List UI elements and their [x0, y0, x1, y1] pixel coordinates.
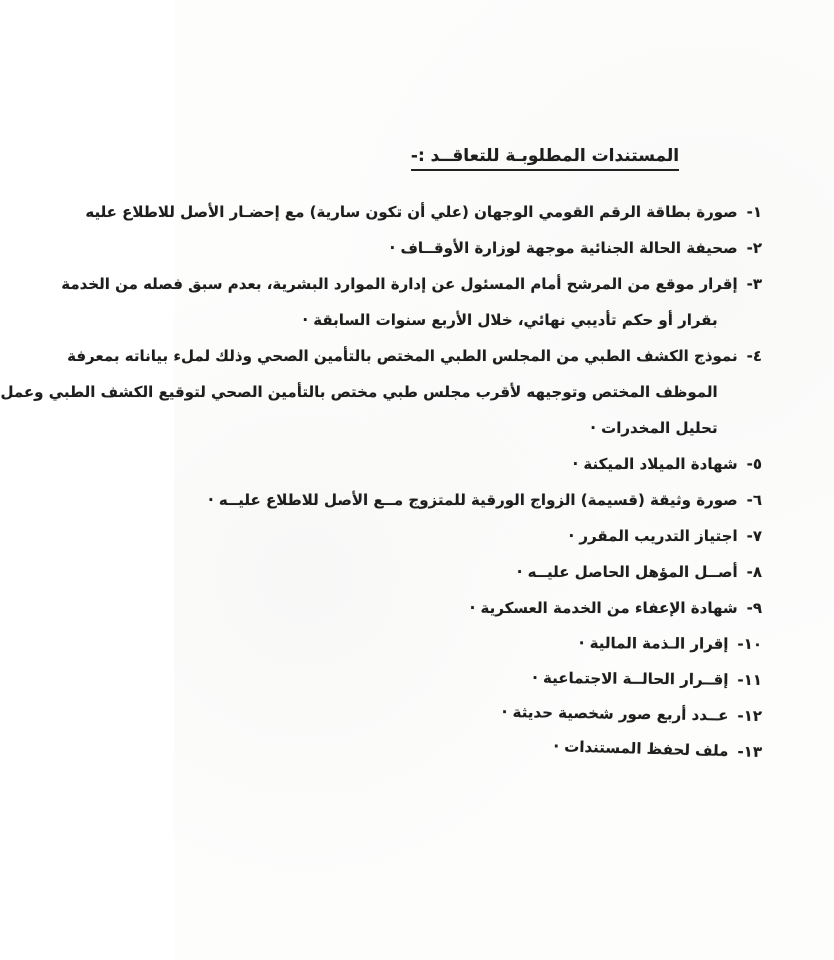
list-item: [204, 230, 762, 266]
list-item: [0, 338, 762, 446]
item-text-line: شهادة الإعفاء من الخدمة العسكرية ·: [469, 599, 738, 617]
list-item: [61, 266, 762, 338]
item-text-line: إقــرار الحالــة الاجتماعية ·: [532, 668, 729, 689]
list-item: [204, 554, 762, 590]
item-number: ١١-: [737, 670, 763, 689]
item-text-line: إقرار الـذمة المالية ·: [578, 634, 729, 653]
item-text: [204, 446, 738, 482]
item-text: [85, 194, 738, 230]
list-item: [204, 446, 762, 482]
item-text: [204, 230, 738, 266]
page-title: المستندات المطلوبـة للتعاقــد :-: [411, 146, 679, 171]
item-text: [204, 590, 738, 626]
item-text-line: صحيفة الحالة الجنائية موجهة لوزارة الأوقــاف ·: [389, 239, 738, 257]
item-number: ٢-: [746, 239, 762, 257]
requirements-list: [0, 194, 763, 770]
item-text-line: إقرار موقع من المرشح أمام المسئول عن إدارة الموارد البشرية، بعدم سبق فصله من الخدمة: [61, 275, 738, 293]
list-item: [204, 482, 762, 518]
item-text-line: اجتياز التدريب المقرر ·: [568, 527, 738, 545]
item-text: [204, 518, 738, 554]
item-text: [204, 554, 738, 590]
item-text: [0, 338, 738, 446]
item-number: ٨-: [746, 563, 762, 581]
item-number: ٦-: [746, 491, 762, 509]
item-text-line: نموذج الكشف الطبي من المجلس الطبي المختص بالتأمين الصحي وذلك لملء بياناته بمعرفة: [67, 347, 738, 365]
item-text-line: عــدد أربع صور شخصية حديثة ·: [501, 702, 729, 725]
item-text: [204, 623, 729, 662]
item-text-line: صورة بطاقة الرقم القومي الوجهان (علي أن تكون سارية) مع إحضـار الأصل للاطلاع عليه: [85, 203, 738, 221]
item-text: [61, 266, 738, 338]
item-number: ٤-: [746, 347, 762, 365]
item-text: [204, 482, 738, 518]
item-text-line: بقرار أو حكم تأديبي نهائي، خلال الأربع سنوات السابقة ·: [302, 311, 718, 329]
item-text-line: ملف لحفظ المستندات ·: [553, 737, 729, 761]
list-item: [85, 194, 762, 230]
title-row: [174, 146, 834, 171]
list-item: [204, 518, 762, 554]
item-text-line: أصــل المؤهل الحاصل عليــه ·: [516, 563, 738, 581]
list-item: [204, 623, 762, 662]
item-number: ٧-: [746, 527, 762, 545]
item-number: ٩-: [746, 599, 762, 617]
item-number: ١٠-: [737, 634, 763, 653]
item-number: ١-: [746, 203, 762, 221]
item-text-line: الموظف المختص وتوجيهه لأقرب مجلس طبي مختص بالتأمين الصحي لتوقيع الكشف الطبي وعمل: [0, 383, 718, 401]
list-item: [204, 590, 762, 626]
item-number: ١٣-: [737, 742, 763, 761]
item-number: ٣-: [746, 275, 762, 293]
item-text-line: تحليل المخدرات ·: [590, 419, 718, 437]
item-number: ١٢-: [737, 706, 763, 725]
item-text-line: شهادة الميلاد الميكنة ·: [572, 455, 738, 473]
item-number: ٥-: [746, 455, 762, 473]
item-text-line: صورة وثيقة (قسيمة) الزواج الورقية للمتزوج مــع الأصل للاطلاع عليــه ·: [208, 491, 738, 509]
